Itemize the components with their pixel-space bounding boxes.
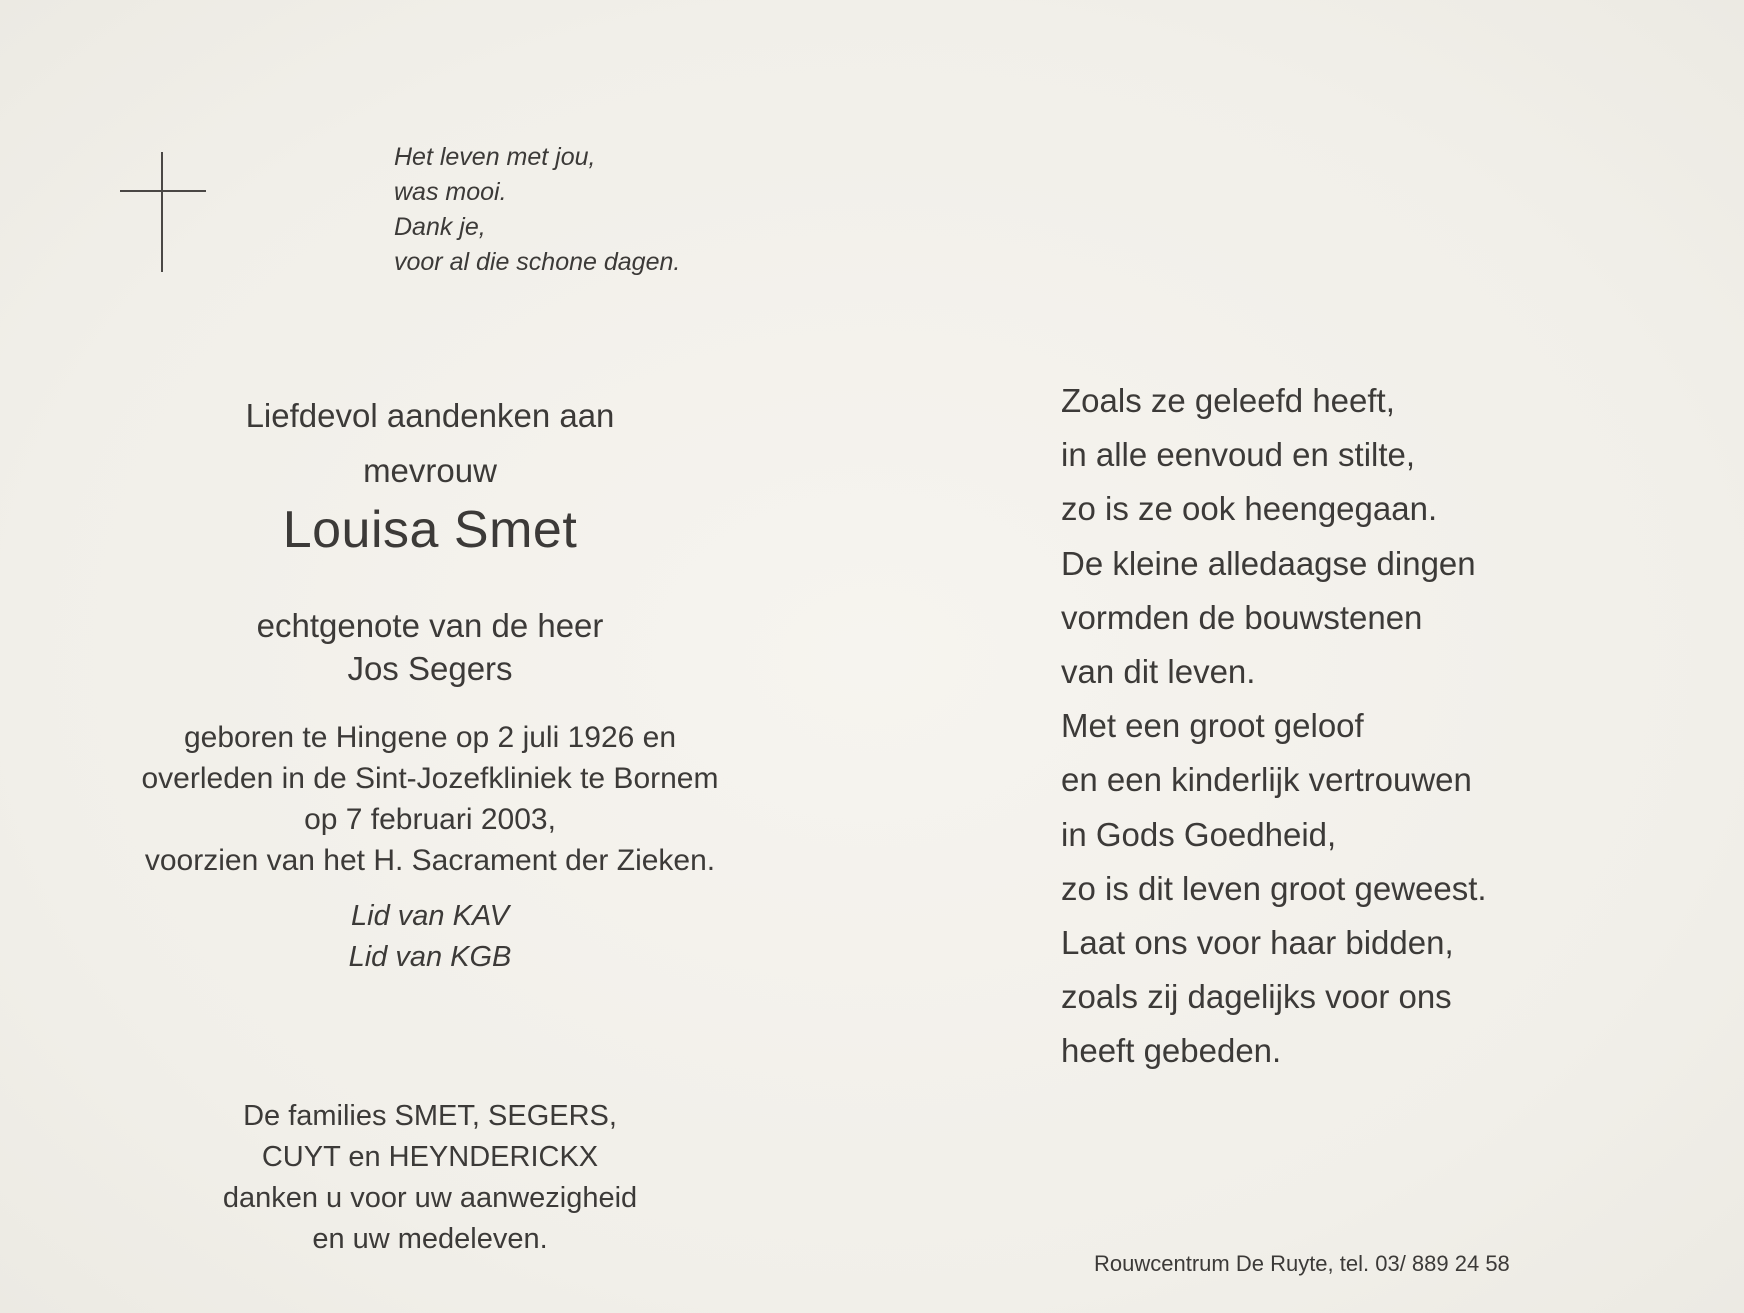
- poem-line: zo is ze ook heengegaan.: [1061, 490, 1438, 528]
- thanks-line: De families SMET, SEGERS,: [243, 1100, 617, 1132]
- poem-line: Met een groot geloof: [1061, 707, 1364, 745]
- poem-line: zoals zij dagelijks voor ons: [1061, 978, 1452, 1016]
- salutation: mevrouw: [363, 452, 497, 489]
- thanks-line: CUYT en HEYNDERICKX: [261, 1141, 599, 1173]
- motto-verse: [394, 140, 680, 280]
- biography-line: op 7 februari 2003,: [304, 803, 556, 836]
- poem-line: in alle eenvoud en stilte,: [1061, 436, 1416, 474]
- poem-line: van dit leven.: [1061, 653, 1256, 691]
- poem-line: Zoals ze geleefd heeft,: [1061, 382, 1395, 419]
- motto-line: Het leven met jou,: [394, 143, 596, 171]
- spouse-intro: echtgenote van de heer: [256, 607, 604, 644]
- intro-line: Liefdevol aandenken aan: [245, 397, 615, 434]
- motto-line: Dank je,: [394, 213, 486, 241]
- poem-line: heeft gebeden.: [1061, 1032, 1282, 1070]
- biography-block: [40, 717, 820, 881]
- membership-line: Lid van KGB: [348, 941, 512, 973]
- poem-block: [1061, 374, 1487, 1079]
- intro-block: [40, 388, 820, 498]
- spouse-name: Jos Segers: [347, 650, 513, 687]
- thanks-block: [40, 1096, 820, 1260]
- poem-line: en een kinderlijk vertrouwen: [1061, 761, 1472, 799]
- poem-line: Laat ons voor haar bidden,: [1061, 924, 1454, 962]
- thanks-line: en uw medeleven.: [312, 1223, 548, 1255]
- biography-line: geboren te Hingene op 2 juli 1926 en: [183, 721, 677, 754]
- motto-line: was mooi.: [394, 178, 507, 206]
- poem-line: vormden de bouwstenen: [1061, 598, 1423, 636]
- poem-line: zo is dit leven groot geweest.: [1061, 869, 1487, 907]
- membership-line: Lid van KAV: [351, 900, 509, 932]
- membership-block: [40, 896, 820, 978]
- thanks-line: danken u voor uw aanwezigheid: [222, 1182, 638, 1214]
- biography-line: overleden in de Sint-Jozefkliniek te Bornem: [141, 762, 719, 795]
- cross-icon: [120, 152, 206, 272]
- poem-line: De kleine alledaagse dingen: [1061, 544, 1476, 582]
- poem-line: in Gods Goedheid,: [1061, 815, 1337, 853]
- deceased-name: Louisa Smet: [282, 501, 578, 559]
- biography-line: voorzien van het H. Sacrament der Zieken.: [144, 844, 716, 877]
- spouse-block: [40, 604, 820, 690]
- funeral-home-footer: Rouwcentrum De Ruyte, tel. 03/ 889 24 58: [1094, 1251, 1510, 1276]
- motto-line: voor al die schone dagen.: [394, 248, 681, 276]
